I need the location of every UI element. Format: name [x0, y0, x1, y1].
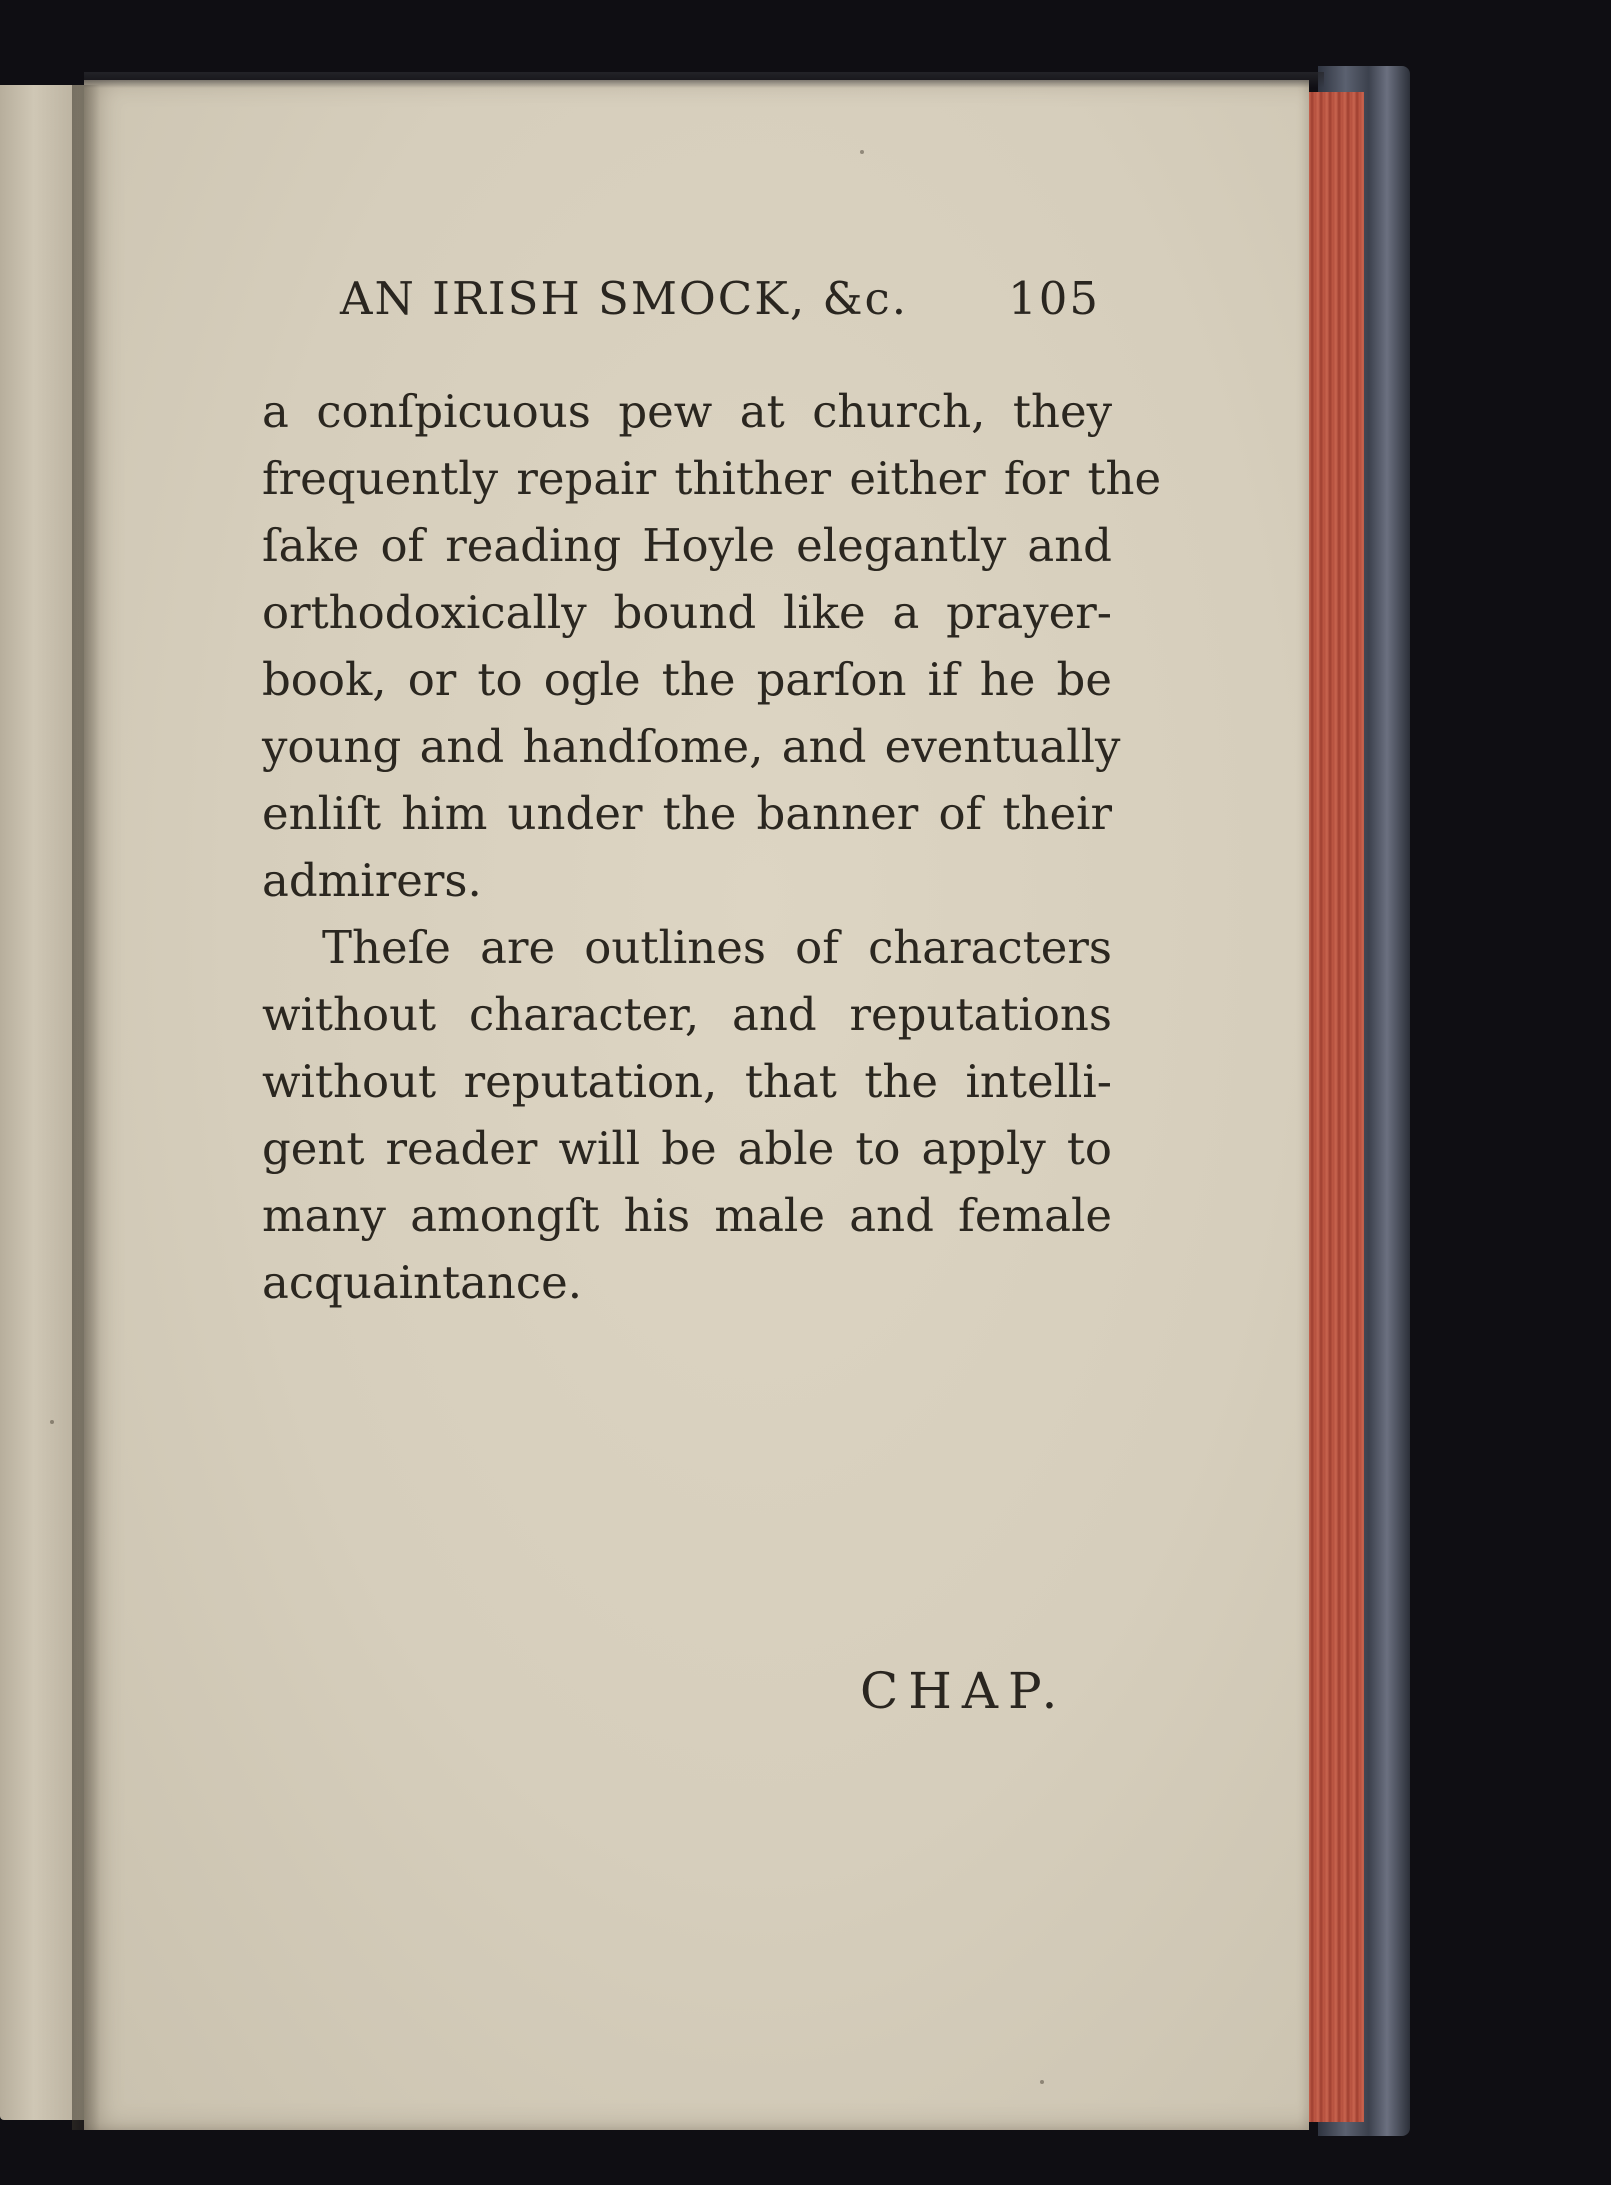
- running-head-title: AN IRISH SMOCK, &c.: [340, 272, 909, 325]
- red-page-edges: [1304, 92, 1364, 2122]
- text-line: ſake of reading Hoyle elegantly and: [262, 519, 1112, 572]
- text-line: a conſpicuous pew at church, they: [262, 385, 1112, 438]
- text-line: without character, and reputations: [262, 988, 1112, 1041]
- catchword: CHAP.: [860, 1662, 1068, 1720]
- paper-speck: [860, 150, 864, 154]
- paper-speck: [1040, 2080, 1044, 2084]
- body-text: [262, 378, 1162, 1316]
- text-line: admirers.: [262, 854, 482, 907]
- text-line: enliſt him under the banner of their: [262, 787, 1112, 840]
- page-number: 105: [1008, 272, 1100, 325]
- text-line: without reputation, that the intelli-: [262, 1055, 1112, 1108]
- paper-speck: [50, 1420, 54, 1424]
- text-line: book, or to ogle the parſon if he be: [262, 653, 1112, 706]
- text-line: frequently repair thither either for the: [262, 452, 1162, 505]
- page-top-shadow: [84, 72, 1324, 88]
- text-line: Theſe are outlines of characters: [322, 921, 1112, 974]
- text-line: gent reader will be able to apply to: [262, 1122, 1112, 1175]
- text-line: orthodoxically bound like a prayer-: [262, 586, 1112, 639]
- text-line: acquaintance.: [262, 1256, 583, 1309]
- text-line: many amongſt his male and female: [262, 1189, 1112, 1242]
- running-head: [340, 272, 1100, 325]
- text-line: young and handſome, and eventually: [262, 720, 1121, 773]
- gutter-shadow: [72, 85, 100, 2130]
